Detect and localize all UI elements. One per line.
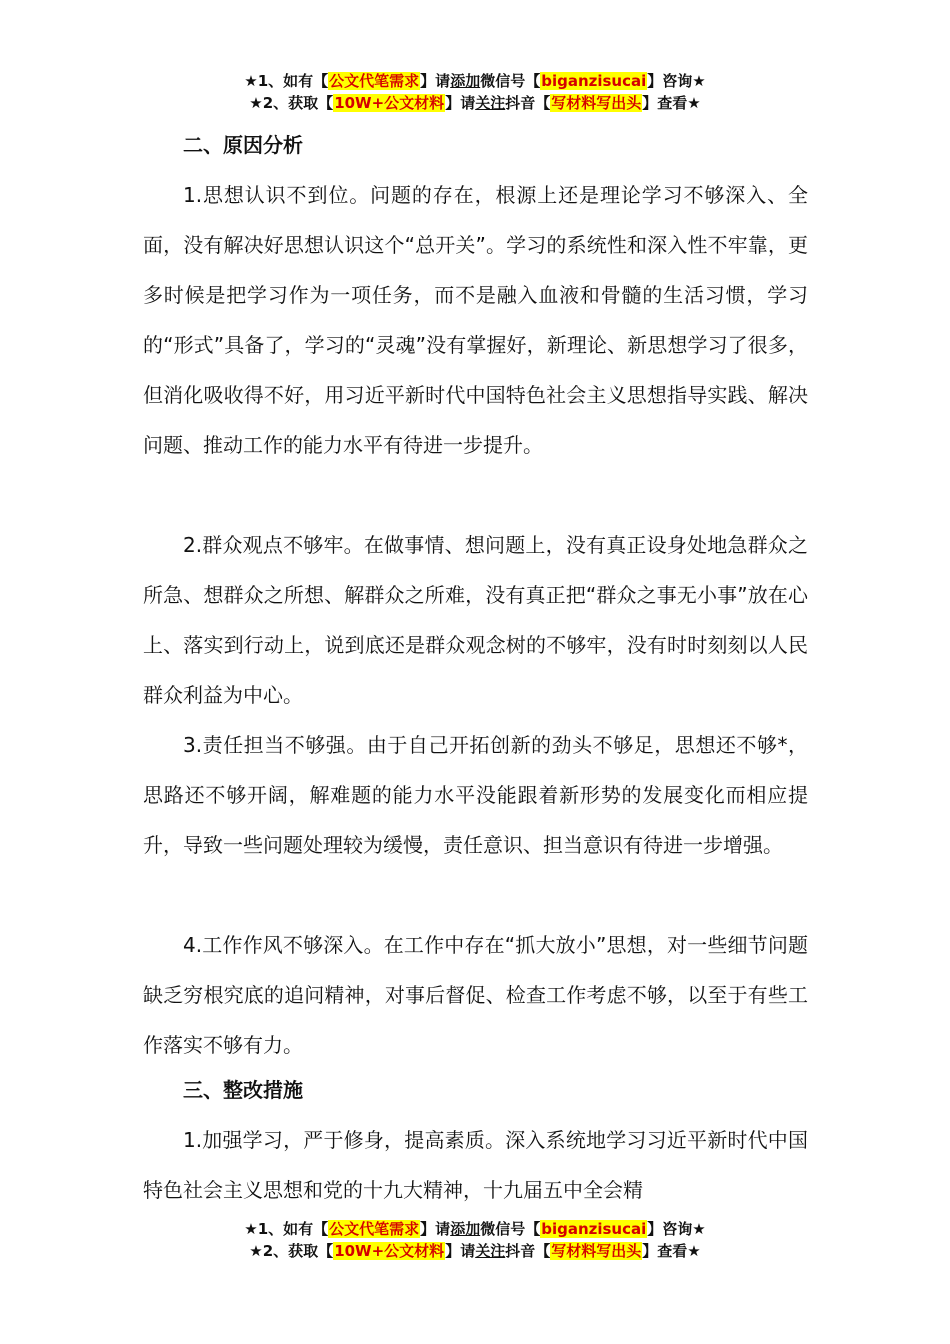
banner-text: 】咨询★: [647, 1220, 706, 1238]
banner-line-1: [0, 70, 950, 92]
banner-highlight: 公文代笔需求: [329, 1220, 420, 1238]
banner-text: 】请: [420, 1220, 451, 1238]
banner-underlined-text: 添加: [450, 72, 481, 90]
banner-text: 】咨询★: [647, 72, 706, 90]
banner-douyin-name: 写材料写出头: [551, 94, 642, 112]
banner-highlight: 10W+公文材料: [334, 94, 445, 112]
paragraph-cause-4: 4.工作作风不够深入。在工作中存在“抓大放小”思想，对一些细节问题缺乏穷根究底的追问精神，对事后督促、检查工作考虑不够，以至于有些工作落实不够有力。: [143, 933, 808, 1057]
header-banner: [0, 70, 950, 114]
banner-text: 】查看★: [642, 94, 701, 112]
banner-text: 】查看★: [642, 1242, 701, 1260]
paragraph-cause-1: 1.思想认识不到位。问题的存在，根源上还是理论学习不够深入、全面，没有解决好思想认识这个“总开关”。学习的系统性和深入性不牢靠，更多时候是把学习作为一项任务，而不是融入血液和骨髓的生活习惯，学习的“形式”具备了，学习的“灵魂”没有掌握好，新理论、新思想学习了很多，但消化吸收得不好，用习近平新时代中国特色社会主义思想指导实践、解决问题、推动工作的能力水平有待进一步提升。: [143, 183, 808, 457]
banner-text: 】请: [420, 72, 451, 90]
banner-text: 抖音【: [505, 94, 551, 112]
banner-highlight: 10W+公文材料: [334, 1242, 445, 1260]
banner-text: ★2、获取【: [249, 1242, 334, 1260]
banner-highlight: 公文代笔需求: [329, 72, 420, 90]
banner-wechat-id: biganzisucai: [541, 1220, 647, 1238]
banner-text: 】请: [445, 94, 476, 112]
footer-banner: [0, 1218, 950, 1262]
banner-line-2: [0, 1240, 950, 1262]
banner-line-1: [0, 1218, 950, 1240]
banner-underlined-text: 关注: [475, 1242, 506, 1260]
section-heading-measures: 三、整改措施: [183, 1078, 303, 1102]
paragraph-cause-3: 3.责任担当不够强。由于自己开拓创新的劲头不够足，思想还不够*，思路还不够开阔，解难题的能力水平没能跟着新形势的发展变化而相应提升，导致一些问题处理较为缓慢，责任意识、担当意识有待进一步增强。: [143, 733, 808, 857]
banner-text: ★1、如有【: [244, 72, 329, 90]
banner-text: 微信号【: [480, 72, 541, 90]
banner-underlined-text: 添加: [450, 1220, 481, 1238]
section-heading-causes: 二、原因分析: [183, 133, 303, 157]
paragraph-cause-2: 2.群众观点不够牢。在做事情、想问题上，没有真正设身处地急群众之所急、想群众之所想、解群众之所难，没有真正把“群众之事无小事”放在心上、落实到行动上，说到底还是群众观念树的不够牢，没有时时刻刻以人民群众利益为中心。: [143, 533, 808, 707]
banner-text: 抖音【: [505, 1242, 551, 1260]
paragraph-measure-1: 1.加强学习，严于修身，提高素质。深入系统地学习习近平新时代中国特色社会主义思想和党的十九大精神，十九届五中全会精: [143, 1128, 808, 1202]
banner-text: 微信号【: [480, 1220, 541, 1238]
banner-text: ★1、如有【: [244, 1220, 329, 1238]
banner-text: ★2、获取【: [249, 94, 334, 112]
banner-wechat-id: biganzisucai: [541, 72, 647, 90]
banner-douyin-name: 写材料写出头: [551, 1242, 642, 1260]
banner-underlined-text: 关注: [475, 94, 506, 112]
banner-line-2: [0, 92, 950, 114]
banner-text: 】请: [445, 1242, 476, 1260]
